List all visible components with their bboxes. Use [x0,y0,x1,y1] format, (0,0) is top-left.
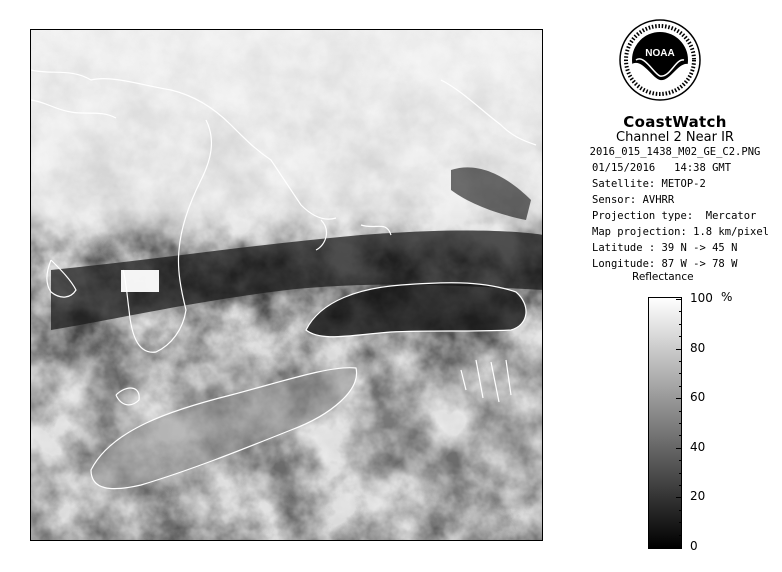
filename-label: 2016_015_1438_M02_GE_C2.PNG [589,146,761,158]
app-title: CoastWatch [623,113,727,131]
colorbar-tick-mark [679,324,682,325]
colorbar-tick-label: 100 [690,291,713,305]
noaa-logo-text: NOAA [645,48,675,59]
colorbar-tick-label: 60 [690,390,706,405]
colorbar-tick-mark [679,510,682,511]
datetime-label: 01/15/2016 14:38 GMT [592,162,732,174]
colorbar-tick-mark [676,398,682,399]
reflectance-colorbar [648,297,682,549]
colorbar-tick-mark [679,522,682,523]
longitude-label: Longitude: 87 W -> 78 W [592,258,738,270]
channel-label: Channel 2 Near IR [616,130,734,145]
latitude-label: Latitude : 39 N -> 45 N [592,242,738,254]
colorbar-tick-mark [679,311,682,312]
colorbar-tick-mark [676,299,682,300]
sensor-label: Sensor: AVHRR [592,194,675,206]
colorbar-tick-mark [679,435,682,436]
colorbar-tick-label: 80 [690,340,706,355]
colorbar-tick-label: 0 [690,539,698,553]
colorbar-tick-mark [679,361,682,362]
colorbar-tick-mark [679,485,682,486]
satellite-label: Satellite: METOP-2 [592,178,706,190]
colorbar-tick-mark [679,386,682,387]
colorbar-tick-mark [679,423,682,424]
colorbar-tick-label: 40 [690,439,706,454]
colorbar-tick-mark [679,473,682,474]
colorbar-tick-label: 20 [690,489,706,504]
colorbar-tick-mark [679,336,682,337]
colorbar-tick-mark [676,497,682,498]
noaa-logo [618,18,702,102]
colorbar-tick-mark [676,448,682,449]
projection-type-label: Projection type: Mercator [592,210,757,222]
colorbar-tick-mark [676,547,682,548]
satellite-image-panel [30,29,543,541]
colorbar-tick-mark [679,535,682,536]
colorbar-unit: % [721,290,733,304]
satellite-image [31,30,543,541]
colorbar-tick-mark [676,349,682,350]
colorbar-title: Reflectance [632,271,694,283]
colorbar-tick-mark [679,373,682,374]
colorbar-tick-mark [679,411,682,412]
colorbar-tick-mark [679,460,682,461]
map-projection-label: Map projection: 1.8 km/pixel [592,226,770,238]
